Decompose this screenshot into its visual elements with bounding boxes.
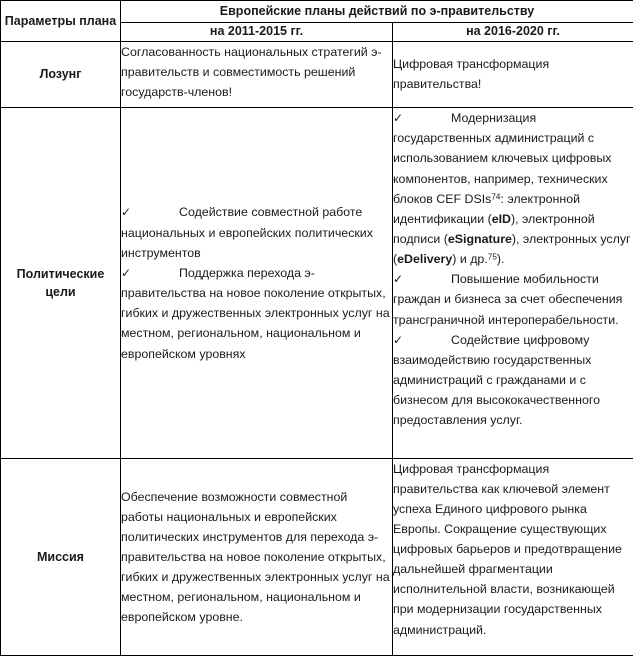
cell-slogan-2011-2015-text: Согласованность национальных стратегий э-правительств и совместимость решений государств-членов!	[121, 44, 382, 99]
bullet-item: ✓ Содействие совместной работе национальных и европейских политических инструментов	[121, 205, 373, 260]
cell-political-goals-2016-2020	[393, 107, 633, 458]
header-plan-parameters: Параметры плана	[1, 1, 121, 42]
check-icon: ✓	[393, 332, 404, 347]
cell-slogan-2016-2020	[393, 41, 633, 107]
table-row-slogan	[1, 41, 633, 107]
check-icon: ✓	[393, 272, 404, 287]
check-icon: ✓	[121, 205, 132, 220]
table-row-mission	[1, 458, 633, 655]
emphasis-term: eSignature	[447, 231, 512, 246]
emphasis-term: eID	[491, 211, 511, 226]
table-body	[1, 41, 633, 656]
header-period-2011-2015: на 2011-2015 гг.	[121, 23, 393, 42]
emphasis-term: eDelivery	[397, 251, 453, 266]
bullet-list-political-goals-2016-2020	[393, 108, 633, 431]
header-span-title: Европейские планы действий по э-правительству	[121, 1, 633, 23]
cell-slogan-2016-2020-text: Цифровая трансформация правительства!	[393, 57, 550, 92]
check-icon: ✓	[121, 265, 132, 280]
table-row-political-goals	[1, 107, 633, 458]
row-label-mission: Миссия	[1, 458, 121, 655]
bullet-item: ✓ Поддержка перехода э-правительства на новое поколение открытых, гибких и дружественных электронных услуг на местном, региональном, национальном и европейском уровнях	[121, 265, 390, 361]
row-label-slogan: Лозунг	[1, 41, 121, 107]
bullet-item: ✓ Модернизация государственных администраций с использованием ключевых цифровых компонентов, например, технических блоков CEF DSIs$^{74}$: электронной идентификации (eID), электронной подписи (eSignature), электронных услуг (eDelivery) и др.$^{75}$).	[393, 110, 631, 266]
table-header	[1, 1, 633, 42]
footnote-reference: 74	[491, 192, 501, 202]
check-icon: ✓	[393, 110, 404, 125]
footnote-reference: 75	[487, 252, 497, 262]
row-label-political-goals: Политические цели	[1, 107, 121, 458]
cell-mission-2011-2015	[121, 458, 393, 655]
bullet-list-political-goals-2011-2015	[121, 202, 392, 363]
header-period-2016-2020: на 2016-2020 гг.	[393, 23, 633, 42]
cell-slogan-2011-2015	[121, 41, 393, 107]
cell-mission-2011-2015-text: Обеспечение возможности совместной работы национальных и европейских политических инструментов для перехода э-правительства на новое поколение открытых, гибких и дружественных электронных услуг на местном, региональном, национальном и европейском уровне.	[121, 489, 390, 625]
table-header-row-1	[1, 1, 633, 23]
cell-mission-2016-2020	[393, 458, 633, 655]
bullet-item: ✓ Повышение мобильности граждан и бизнеса за счет обеспечения трансграничной интероперабельности.	[393, 272, 623, 327]
cell-political-goals-2011-2015	[121, 107, 393, 458]
cell-mission-2016-2020-text: Цифровая трансформация правительства как ключевой элемент успеха Единого цифрового рынка Европы. Сокращение существующих цифровых барьеров и предотвращение дальнейшей фрагментации исполнительной власти, возникающей при модернизации государственных администраций.	[393, 461, 622, 637]
bullet-item: ✓ Содействие цифровому взаимодействию государственных администраций с гражданами и с бизнесом для высококачественного предоставления услуг.	[393, 332, 600, 428]
